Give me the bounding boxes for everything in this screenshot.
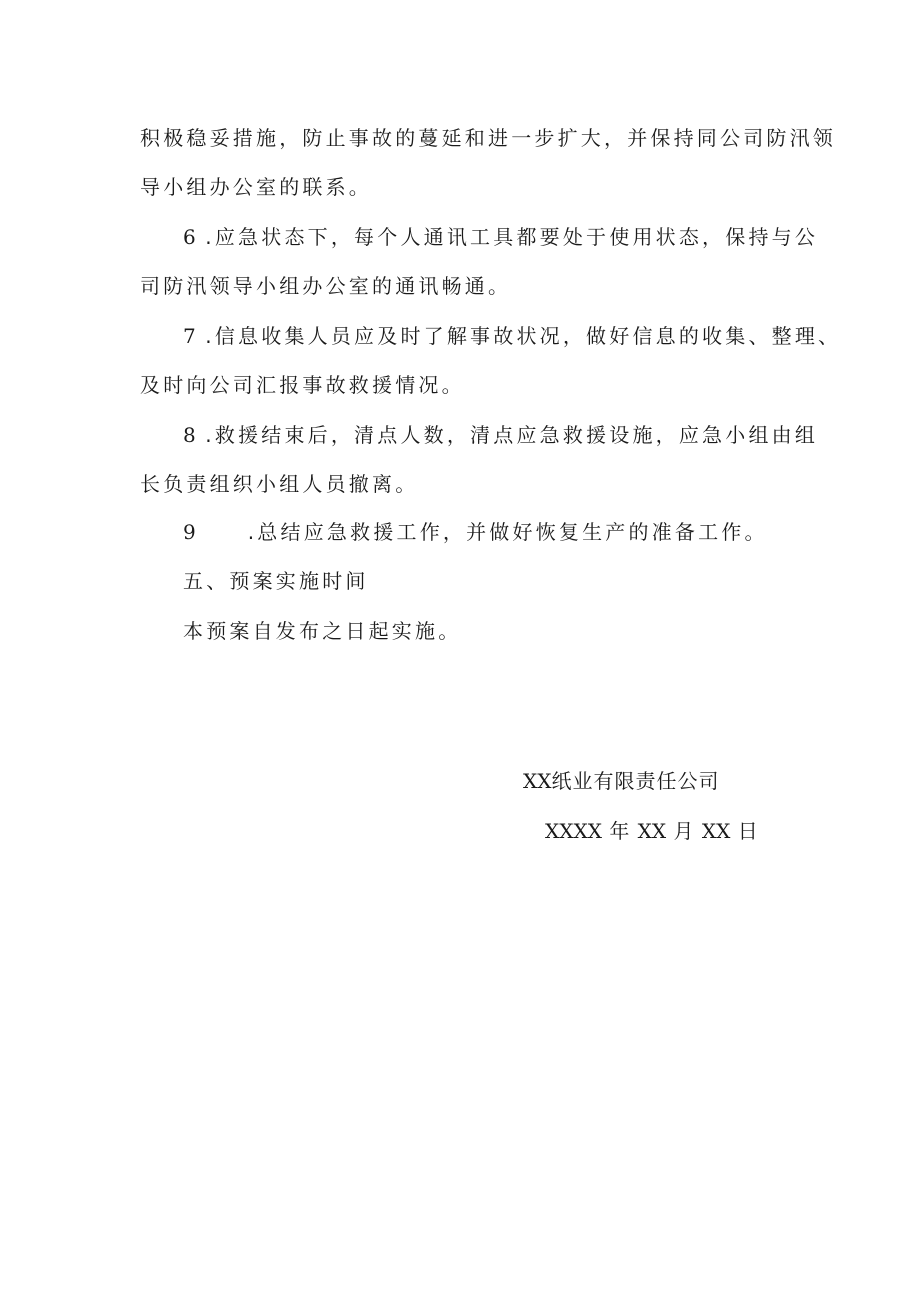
list-item-6-line-2: 司防汛领导小组办公室的通讯畅通。 bbox=[140, 274, 512, 298]
section-heading: 五、预案实施时间 bbox=[183, 569, 369, 593]
list-item-8-line-1 bbox=[183, 420, 818, 450]
list-item-8-line-2: 长负责组织小组人员撤离。 bbox=[140, 472, 419, 496]
signature-company bbox=[523, 766, 719, 796]
paragraph-continuation-line-2: 导小组办公室的联系。 bbox=[140, 175, 372, 199]
list-item-8-text: .救援结束后，清点人数，清点应急救援设施，应急小组由组 bbox=[205, 423, 819, 447]
list-item-7-line-2: 及时向公司汇报事故救援情况。 bbox=[140, 373, 465, 397]
list-item-6-text: .应急状态下，每个人通讯工具都要处于使用状态，保持与公 bbox=[205, 225, 819, 249]
list-item-9-line-1 bbox=[183, 517, 768, 547]
section-body: 本预案自发布之日起实施。 bbox=[183, 619, 462, 643]
list-item-7-line-1 bbox=[183, 321, 841, 351]
signature-date-year-unit: 年 bbox=[609, 819, 631, 843]
list-item-9-number: 9 bbox=[183, 520, 196, 544]
list-item-7-number: 7 bbox=[183, 324, 196, 348]
paragraph-continuation-line-1: 积极稳妥措施，防止事故的蔓延和进一步扩大，并保持同公司防汛领 bbox=[140, 126, 836, 150]
list-item-8-number: 8 bbox=[183, 423, 196, 447]
signature-date-month-unit: 月 bbox=[673, 819, 695, 843]
signature-company-prefix: XX bbox=[523, 769, 552, 793]
signature-date-day-unit: 日 bbox=[737, 819, 759, 843]
list-item-6-number: 6 bbox=[183, 225, 196, 249]
signature-date-day: XX bbox=[701, 819, 731, 843]
list-item-9-text: .总结应急救援工作，并做好恢复生产的准备工作。 bbox=[247, 520, 768, 544]
signature-date-month: XX bbox=[637, 819, 667, 843]
signature-company-name: 纸业有限责任公司 bbox=[551, 769, 720, 793]
list-item-6-line-1 bbox=[183, 222, 818, 252]
signature-date bbox=[545, 816, 759, 846]
list-item-7-text: .信息收集人员应及时了解事故状况，做好信息的收集、整理、 bbox=[205, 324, 842, 348]
signature-date-year: XXXX bbox=[545, 819, 602, 843]
